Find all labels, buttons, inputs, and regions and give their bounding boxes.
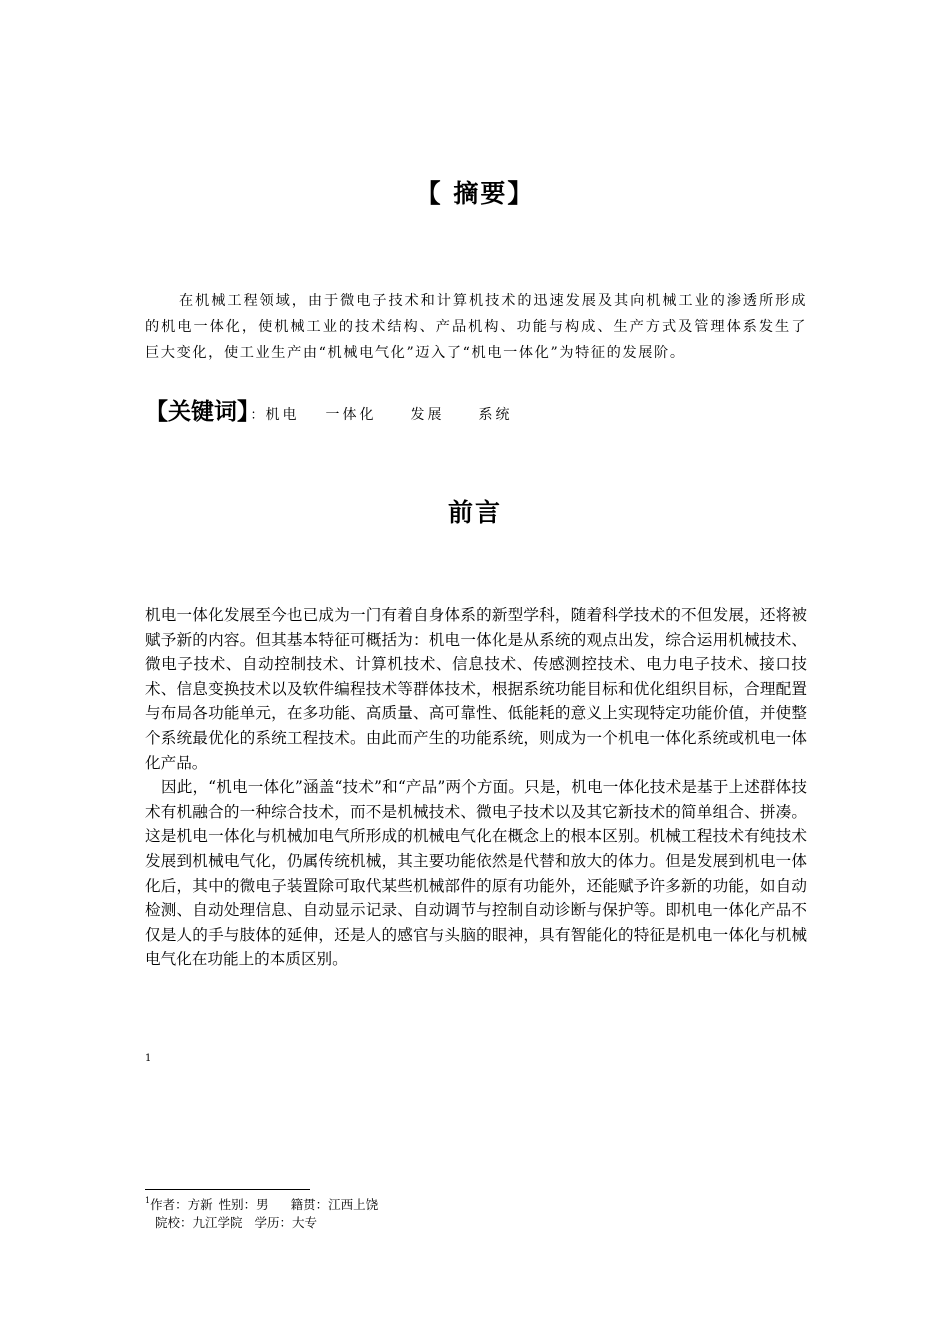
keyword-item: 发展 (410, 407, 445, 423)
footnote-line-1 (145, 1196, 378, 1214)
footnote-gender: 性别：男 (218, 1197, 269, 1212)
keyword-item: 机电 (265, 407, 300, 423)
footnote-line-2 (145, 1214, 378, 1232)
keyword-item: 一体化 (325, 407, 377, 423)
keyword-item: 系统 (478, 407, 513, 423)
preface-heading: 前言 (447, 498, 502, 527)
page-number: 1 (145, 1053, 152, 1064)
footnote-marker: 1 (145, 1196, 151, 1205)
footnote (145, 1196, 378, 1232)
keywords-row (145, 396, 807, 430)
abstract-heading: 【 摘要】 (415, 179, 535, 208)
preface-body (145, 603, 807, 972)
footnote-school: 院校：九江学院 (155, 1215, 243, 1230)
footnote-author: 作者：方新 (150, 1197, 213, 1212)
footnote-divider (145, 1189, 310, 1190)
preface-paragraph: 因此，“机电一体化”涵盖“技术”和“产品”两个方面。只是，机电一体化技术是基于上述群体技术有机融合的一种综合技术，而不是机械技术、微电子技术以及其它新技术的简单组合、拼凑。这是机电一体化与机械加电气所形成的机械电气化在概念上的根本区别。机械工程技术有纯技术发展到机械电气化，仍属传统机械，其主要功能依然是代替和放大的体力。但是发展到机电一体化后，其中的微电子装置除可取代某些机械部件的原有功能外，还能赋予许多新的功能，如自动检测、自动处理信息、自动显示记录、自动调节与控制自动诊断与保护等。即机电一体化产品不仅是人的手与肢体的延伸，还是人的感官与头脑的眼神，具有智能化的特征是机电一体化与机械电气化在功能上的本质区别。 (145, 778, 807, 969)
keywords-label: 【关键词】 (145, 399, 249, 425)
preface-paragraph: 机电一体化发展至今也已成为一门有着自身体系的新型学科，随着科学技术的不但发展，还将被赋予新的内容。但其基本特征可概括为：机电一体化是从系统的观点出发，综合运用机械技术、微电子技术、自动控制技术、计算机技术、信息技术、传感测控技术、电力电子技术、接口技术、信息变换技术以及软件编程技术等群体技术，根据系统功能目标和优化组织目标，合理配置与布局各功能单元，在多功能、高质量、高可靠性、低能耗的意义上实现特定功能价值，并使整个系统最优化的系统工程技术。由此而产生的功能系统，则成为一个机电一体化系统或机电一体化产品。 (145, 606, 807, 772)
abstract-body: 在机械工程领域，由于微电子技术和计算机技术的迅速发展及其向机械工业的渗透所形成的机电一体化，使机械工业的技术结构、产品机构、功能与构成、生产方式及管理体系发生了巨大变化，使工业生产由“机械电气化”迈入了“机电一体化”为特征的发展阶。 (145, 293, 807, 361)
footnote-education: 学历：大专 (254, 1215, 318, 1230)
footnote-hometown: 籍贯：江西上饶 (290, 1197, 379, 1212)
keywords-colon: ： (250, 408, 264, 423)
